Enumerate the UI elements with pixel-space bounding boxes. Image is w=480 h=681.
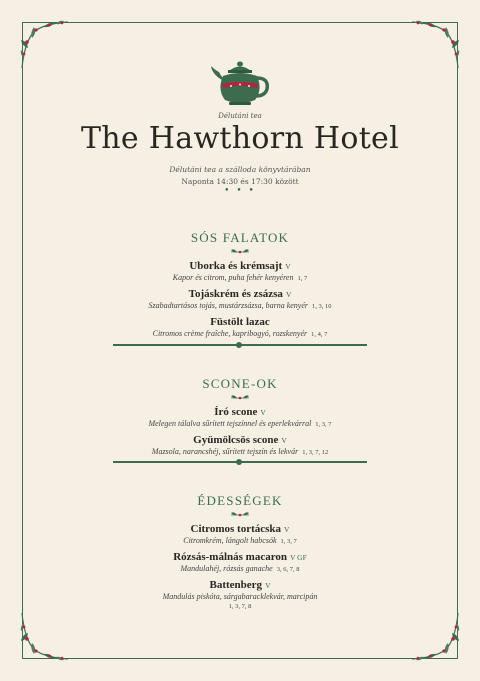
diet-tag: V: [281, 436, 287, 445]
item-description: Citromkrém, lángolt habcsók: [183, 536, 277, 545]
holly-corner-icon: [18, 18, 72, 72]
holly-corner-icon: [18, 609, 72, 663]
allergens: 1, 3, 7: [280, 538, 297, 545]
diet-tag: V: [265, 581, 271, 590]
allergens: 1, 3, 7, 8: [228, 603, 252, 610]
menu-item: [0, 406, 480, 430]
section-title: ÉDESSÉGEK: [197, 493, 283, 508]
item-name: Füstölt lazac: [210, 316, 270, 328]
hours: Naponta 14:30 és 17:30 között: [181, 177, 299, 186]
section-title: SCONE-OK: [202, 376, 278, 391]
ornament-dots: • • •: [224, 186, 256, 196]
sprig-icon: [229, 394, 251, 402]
item-name: Battenberg: [209, 579, 263, 591]
allergens: 3, 6, 7, 8: [276, 566, 300, 573]
item-name: Tojáskrém és zsázsa: [188, 288, 283, 300]
item-description: Mandulás piskóta, sárgabaracklekvár, marcipán: [162, 592, 318, 601]
section-title: SÓS FALATOK: [190, 230, 290, 245]
diet-tag: V: [260, 408, 266, 417]
menu-item: [0, 434, 480, 458]
holly-corner-icon: [408, 18, 462, 72]
section-divider: [113, 344, 367, 346]
page-title: The Hawthorn Hotel: [80, 121, 399, 156]
item-description: Melegen tálalva sűrített tejszínnel és eperlekvárral: [148, 419, 312, 428]
diet-tag: V GF: [290, 553, 307, 562]
item-name: Gyümölcsös scone: [193, 434, 279, 446]
holly-corner-icon: [408, 609, 462, 663]
allergens: 1, 3, 7, 12: [302, 449, 329, 456]
menu-item: [0, 288, 480, 312]
item-description: Kapor és citrom, puha fehér kenyéren: [172, 273, 294, 282]
section-divider: [113, 461, 367, 463]
diet-tag: V: [285, 262, 291, 271]
menu-item: [0, 260, 480, 284]
menu-item: [0, 579, 480, 611]
section-savory: [0, 230, 480, 340]
item-description: Mazsola, narancshéj, sűrített tejszín és lekvár: [151, 447, 299, 456]
menu-item: [0, 551, 480, 575]
sprig-icon: [229, 511, 251, 519]
kicker: Délutáni tea: [218, 112, 262, 120]
diet-tag: V: [284, 525, 290, 534]
item-name: Citromos tortácska: [190, 523, 282, 535]
item-name: Rózsás-málnás macaron: [173, 551, 287, 563]
sprig-icon: [229, 248, 251, 256]
allergens: 1, 7: [297, 275, 308, 282]
item-name: Író scone: [214, 406, 258, 418]
subtitle: Délutáni tea a szálloda könyvtárában: [169, 165, 311, 174]
section-sweets: [0, 493, 480, 611]
menu-item: [0, 316, 480, 340]
item-name: Uborka és krémsajt: [189, 260, 283, 272]
allergens: 1, 4, 7: [311, 331, 328, 338]
allergens: 1, 3, 7: [315, 421, 332, 428]
item-description: Citromos crème fraîche, kapribogyó, rozskenyér: [152, 329, 308, 338]
item-description: Szabadtartásos tojás, mustárzsázsa, barna kenyér: [148, 301, 309, 310]
item-description: Mandulahéj, rózsás ganache: [180, 564, 273, 573]
teapot-icon: [209, 58, 271, 108]
menu-item: [0, 523, 480, 547]
diet-tag: V: [285, 290, 292, 299]
allergens: 1, 3, 10: [312, 303, 332, 310]
section-scones: [0, 376, 480, 458]
